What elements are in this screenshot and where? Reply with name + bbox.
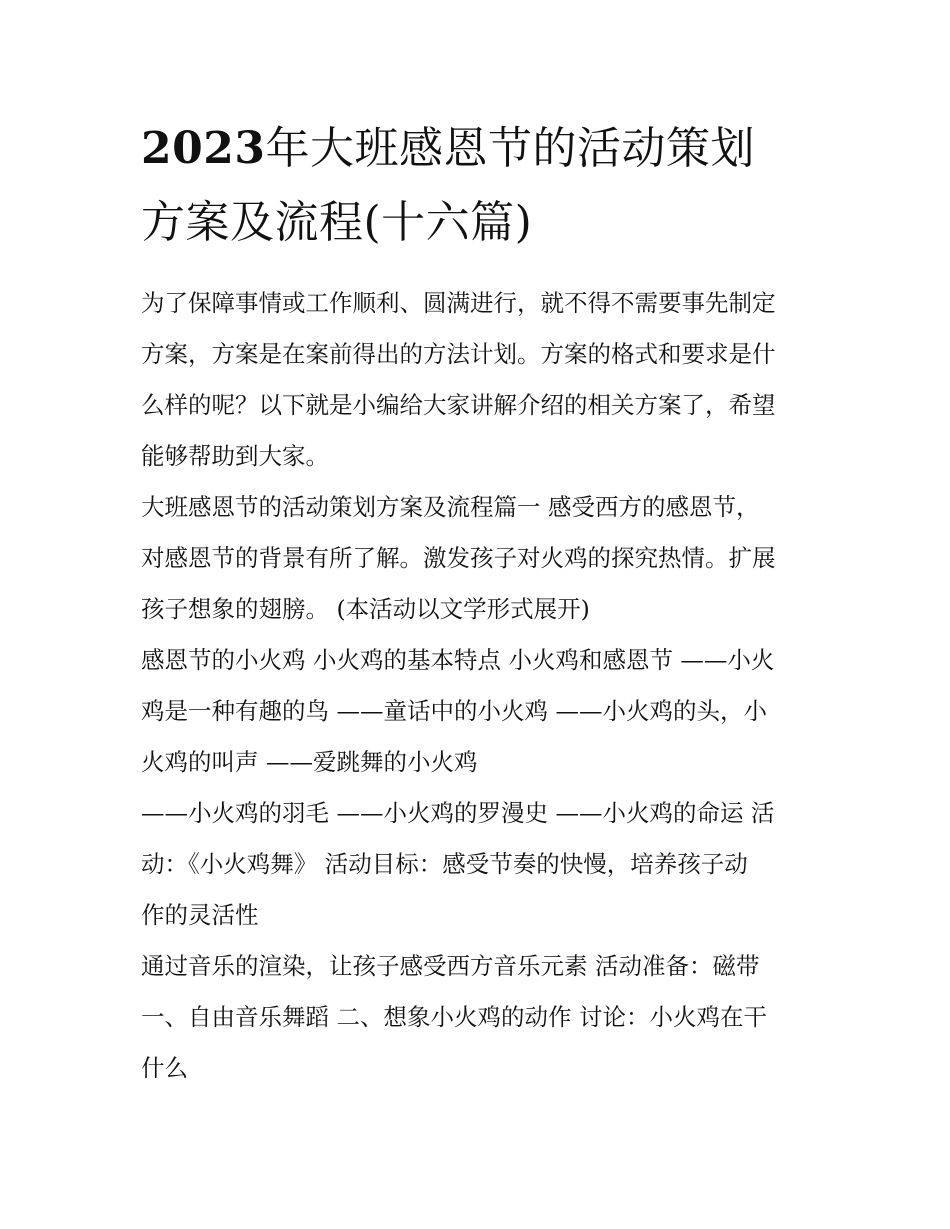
text-line: 什么 <box>141 1054 188 1082</box>
text-line: 一、自由音乐舞蹈 二、想象小火鸡的动作 讨论：小火鸡在干 <box>141 1003 767 1031</box>
text-line: 作的灵活性 <box>141 901 259 929</box>
title-line-1-text: 年大班感恩节的活动策划 <box>265 123 755 174</box>
text-line: ——小火鸡的羽毛 ——小火鸡的罗漫史 ——小火鸡的命运 活 <box>141 799 775 827</box>
title-line-2: 方案及流程(十六篇) <box>141 197 533 248</box>
paragraph-activity-goals <box>141 788 811 941</box>
text-line: 孩子想象的翅膀。 (本活动以文学形式展开) <box>141 595 590 623</box>
paragraph-turkey-topics <box>141 635 811 788</box>
text-line: 大班感恩节的活动策划方案及流程篇一 感受西方的感恩节， <box>141 493 760 521</box>
text-line: 方案，方案是在案前得出的方法计划。方案的格式和要求是什 <box>141 340 776 368</box>
text-line: 能够帮助到大家。 <box>141 442 329 470</box>
paragraph-intro <box>141 278 811 482</box>
text-line: 么样的呢？以下就是小编给大家讲解介绍的相关方案了，希望 <box>141 391 776 419</box>
title-year: 2023 <box>141 123 266 174</box>
text-line: 对感恩节的背景有所了解。激发孩子对火鸡的探究热情。扩展 <box>141 544 776 572</box>
text-line: 感恩节的小火鸡 小火鸡的基本特点 小火鸡和感恩节 ——小火 <box>141 646 775 674</box>
paragraph-chapter-one <box>141 482 811 635</box>
paragraph-activity-prep <box>141 941 811 1094</box>
text-line: 鸡是一种有趣的鸟 ——童话中的小火鸡 ——小火鸡的头，小 <box>141 697 767 725</box>
document-page <box>141 112 811 1094</box>
text-line: 火鸡的叫声 ——爱跳舞的小火鸡 <box>141 748 478 776</box>
document-title <box>141 112 811 260</box>
title-line-1 <box>141 112 811 186</box>
document-body <box>141 278 811 1094</box>
text-line: 动：《小火鸡舞》 活动目标：感受节奏的快慢，培养孩子动 <box>141 850 748 878</box>
text-line: 为了保障事情或工作顺利、圆满进行，就不得不需要事先制定 <box>141 289 776 317</box>
text-line: 通过音乐的渲染，让孩子感受西方音乐元素 活动准备：磁带 <box>141 952 760 980</box>
